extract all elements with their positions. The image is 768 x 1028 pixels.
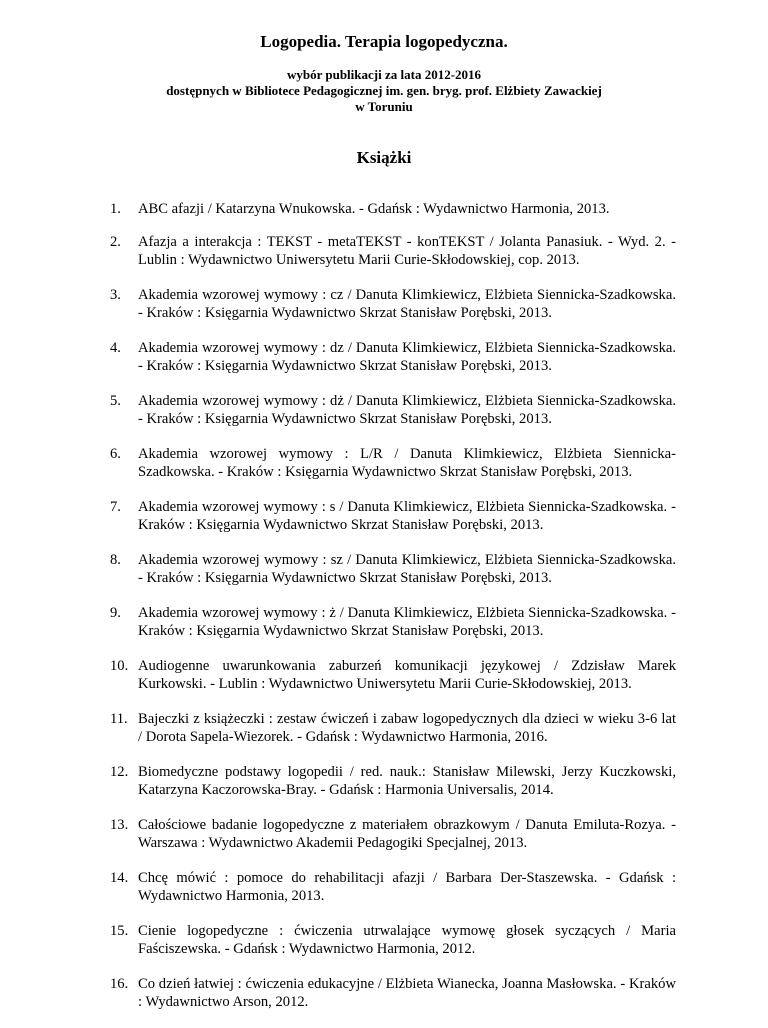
book-list-item [0, 657, 768, 693]
book-list-item [0, 286, 768, 322]
item-number: 3. [110, 287, 121, 303]
book-list-item [0, 922, 768, 958]
item-number: 6. [110, 446, 121, 462]
document-title: Logopedia. Terapia logopedyczna. [260, 32, 508, 51]
item-number: 10. [110, 658, 129, 674]
book-list-item [0, 551, 768, 587]
item-text: Audiogenne uwarunkowania zaburzeń komunikacji językowej / Zdzisław Marek Kurkowski. - Lublin : Wydawnictwo Uniwersytetu Marii Curie-Skłodowskiej, 2013. [138, 658, 676, 692]
item-text: ABC afazji / Katarzyna Wnukowska. - Gdańsk : Wydawnictwo Harmonia, 2013. [138, 201, 610, 217]
item-number: 15. [110, 923, 129, 939]
item-text: Akademia wzorowej wymowy : s / Danuta Klimkiewicz, Elżbieta Siennicka-Szadkowska. - Kraków : Księgarnia Wydawnictwo Skrzat Stanisław Porębski, 2013. [138, 499, 676, 533]
item-number: 14. [110, 870, 129, 886]
book-list-item [0, 816, 768, 852]
item-text: Bajeczki z książeczki : zestaw ćwiczeń i zabaw logopedycznych dla dzieci w wieku 3-6 lat / Dorota Sapela-Wiezorek. - Gdańsk : Wydawnictwo Harmonia, 2016. [138, 711, 676, 745]
subtitle-line: w Toruniu [355, 99, 413, 114]
item-text: Akademia wzorowej wymowy : dż / Danuta Klimkiewicz, Elżbieta Siennicka-Szadkowska. - Kraków : Księgarnia Wydawnictwo Skrzat Stanisław Porębski, 2013. [138, 393, 676, 427]
book-list-item [0, 339, 768, 375]
book-list-item [0, 200, 768, 218]
book-list-item [0, 392, 768, 428]
document-subtitle [0, 67, 768, 115]
item-text: Biomedyczne podstawy logopedii / red. nauk.: Stanisław Milewski, Jerzy Kuczkowski, Katarzyna Kaczorowska-Bray. - Gdańsk : Harmonia Universalis, 2014. [138, 764, 676, 798]
item-number: 11. [110, 711, 128, 727]
item-number: 8. [110, 552, 121, 568]
book-list-item [0, 710, 768, 746]
item-text: Cienie logopedyczne : ćwiczenia utrwalające wymowę głosek syczących / Maria Faściszewska. - Gdańsk : Wydawnictwo Harmonia, 2012. [138, 923, 676, 957]
item-number: 7. [110, 499, 121, 515]
item-text: Akademia wzorowej wymowy : ż / Danuta Klimkiewicz, Elżbieta Siennicka-Szadkowska. - Kraków : Księgarnia Wydawnictwo Skrzat Stanisław Porębski, 2013. [138, 605, 676, 639]
item-text: Akademia wzorowej wymowy : sz / Danuta Klimkiewicz, Elżbieta Siennicka-Szadkowska. - Kraków : Księgarnia Wydawnictwo Skrzat Stanisław Porębski, 2013. [138, 552, 676, 586]
item-text: Akademia wzorowej wymowy : L/R / Danuta Klimkiewicz, Elżbieta Siennicka-Szadkowska. - Kraków : Księgarnia Wydawnictwo Skrzat Stanisław Porębski, 2013. [138, 446, 676, 480]
subtitle-line: dostępnych w Bibliotece Pedagogicznej im. gen. bryg. prof. Elżbiety Zawackiej [166, 83, 602, 98]
item-text: Całościowe badanie logopedyczne z materiałem obrazkowym / Danuta Emiluta-Rozya. - Warszawa : Wydawnictwo Akademii Pedagogiki Specjalnej, 2013. [138, 817, 676, 851]
item-text: Chcę mówić : pomoce do rehabilitacji afazji / Barbara Der-Staszewska. - Gdańsk : Wydawnictwo Harmonia, 2013. [138, 870, 676, 904]
item-number: 9. [110, 605, 121, 621]
item-text: Afazja a interakcja : TEKST - metaTEKST - konTEKST / Jolanta Panasiuk. - Wyd. 2. - Lublin : Wydawnictwo Uniwersytetu Marii Curie-Skłodowskiej, cop. 2013. [138, 234, 676, 268]
item-number: 16. [110, 976, 129, 992]
item-number: 2. [110, 234, 121, 250]
item-text: Akademia wzorowej wymowy : dz / Danuta Klimkiewicz, Elżbieta Siennicka-Szadkowska. - Kraków : Księgarnia Wydawnictwo Skrzat Stanisław Porębski, 2013. [138, 340, 676, 374]
subtitle-line: wybór publikacji za lata 2012-2016 [286, 67, 482, 82]
book-list-item [0, 498, 768, 534]
book-list-item [0, 763, 768, 799]
book-list-item [0, 869, 768, 905]
item-text: Co dzień łatwiej : ćwiczenia edukacyjne / Elżbieta Wianecka, Joanna Masłowska. - Kraków : Wydawnictwo Arson, 2012. [138, 976, 676, 1010]
book-list-item [0, 604, 768, 640]
book-list [0, 200, 768, 1028]
item-text: Akademia wzorowej wymowy : cz / Danuta Klimkiewicz, Elżbieta Siennicka-Szadkowska. - Kraków : Księgarnia Wydawnictwo Skrzat Stanisław Porębski, 2013. [138, 287, 676, 321]
section-heading-books: Książki [356, 148, 412, 167]
book-list-item [0, 445, 768, 481]
item-number: 4. [110, 340, 121, 356]
book-list-item [0, 233, 768, 269]
item-number: 1. [110, 201, 121, 217]
item-number: 5. [110, 393, 121, 409]
book-list-item [0, 975, 768, 1011]
item-number: 12. [110, 764, 129, 780]
item-number: 13. [110, 817, 129, 833]
